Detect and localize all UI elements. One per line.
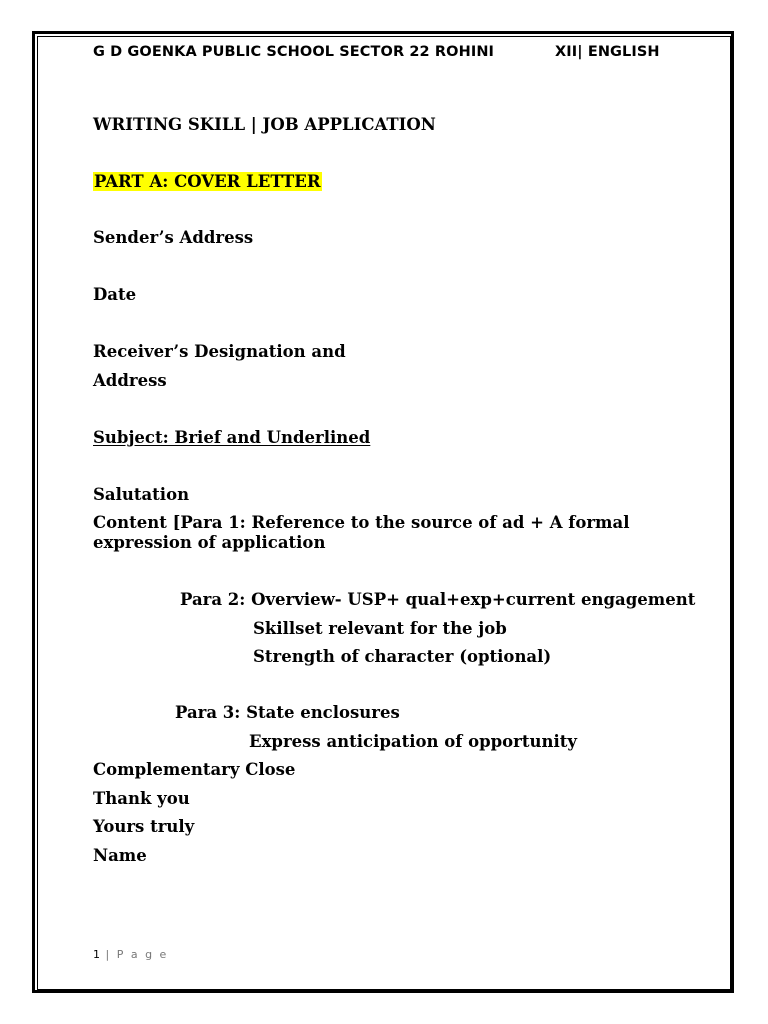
line-content-para1: Content [Para 1: Reference to the source of ad + A formal expression of application — [93, 513, 630, 552]
line-salutation: Salutation — [93, 485, 190, 504]
page-number: 1 — [93, 948, 100, 961]
header-class-subject: XII| ENGLISH — [555, 44, 660, 60]
part-a-highlight: PART A: COVER LETTER — [94, 172, 321, 191]
line-para3-anticipation: Express anticipation of opportunity — [249, 732, 577, 751]
part-a-heading — [93, 172, 322, 192]
line-receiver-1: Receiver’s Designation and — [93, 342, 346, 361]
header-school-name: G D GOENKA PUBLIC SCHOOL SECTOR 22 ROHINI — [93, 44, 495, 60]
line-para2-skills: Skillset relevant for the job — [253, 619, 507, 638]
line-date: Date — [93, 285, 137, 304]
line-name: Name — [93, 846, 147, 865]
page-title: WRITING SKILL | JOB APPLICATION — [93, 115, 436, 134]
line-sender-address: Sender’s Address — [93, 228, 254, 247]
line-subject — [93, 428, 370, 448]
subject-text: Subject: Brief and Underlined — [93, 428, 371, 447]
line-para3: Para 3: State enclosures — [175, 703, 400, 722]
line-thank-you: Thank you — [93, 789, 190, 808]
line-yours-truly: Yours truly — [93, 817, 195, 836]
line-para2-strength: Strength of character (optional) — [253, 647, 552, 666]
page-label: | P a g e — [105, 948, 169, 961]
line-complementary-close: Complementary Close — [93, 760, 296, 779]
page-footer — [93, 948, 168, 961]
line-para2: Para 2: Overview- USP+ qual+exp+current engagement — [180, 590, 696, 609]
line-receiver-2: Address — [93, 371, 167, 390]
